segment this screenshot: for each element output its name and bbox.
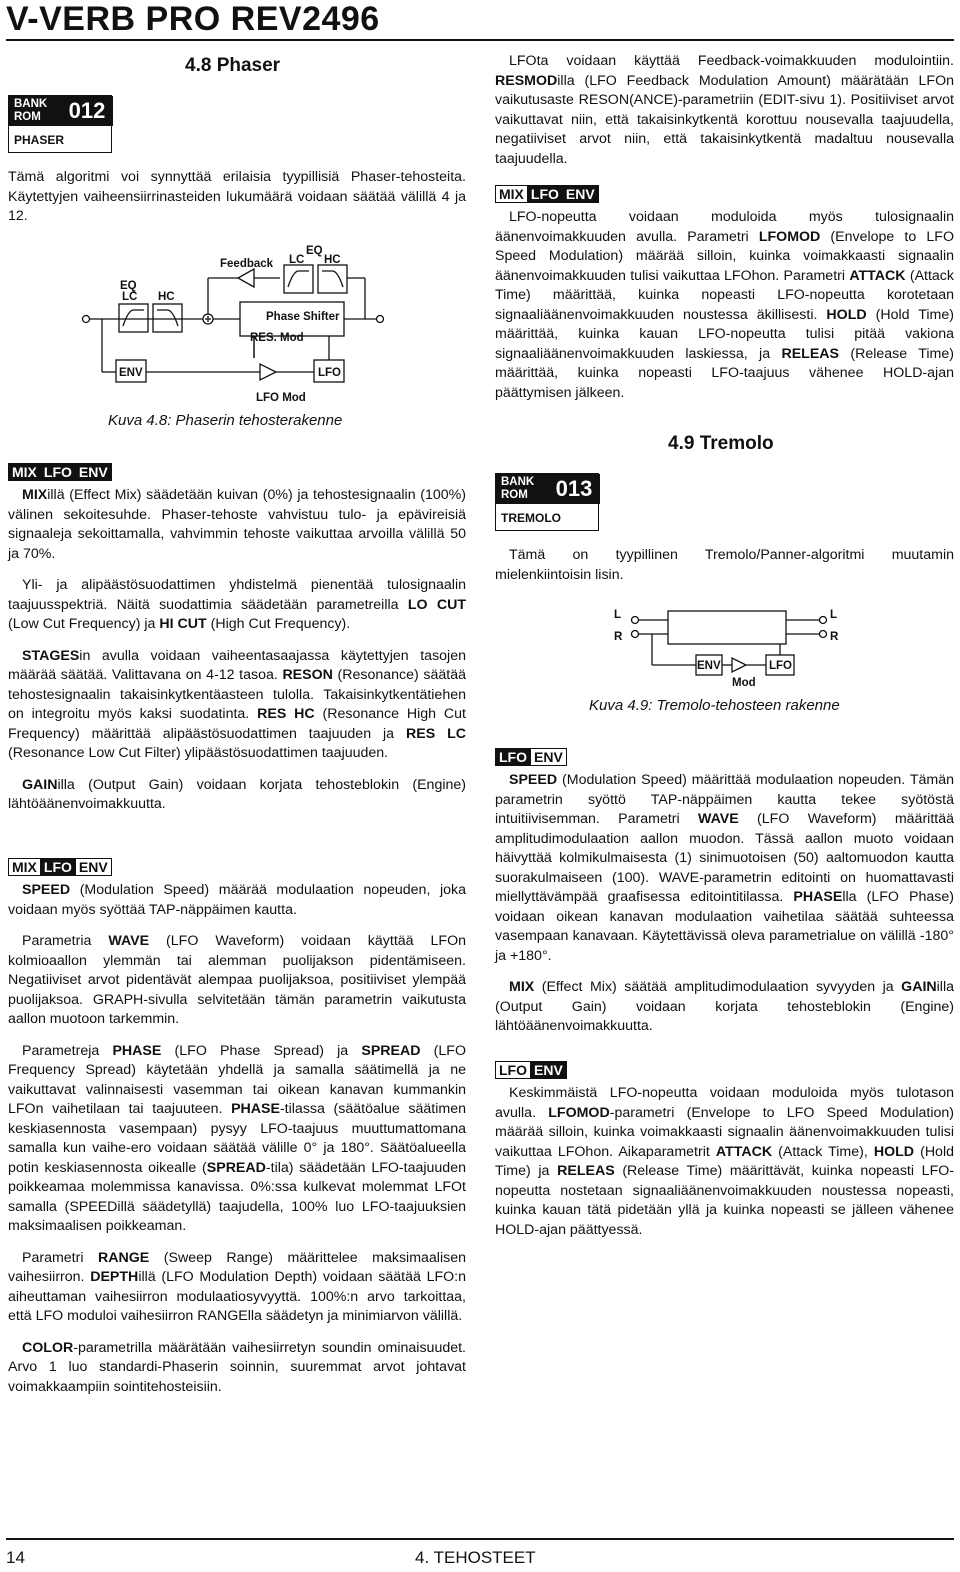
tremolo-output-l-jack [820, 617, 827, 624]
tremolo-tags-lfo-env [495, 748, 566, 766]
tag-lfo: LFO [40, 463, 76, 481]
phaser-intro: Tämä algoritmi voi synnyttää erilaisia tyypillisiä Phaser-tehosteita. Käytettyjen vaiheensiirrinasteiden lukumäärä voidaan säätää välillä 4 ja 12. [8, 169, 466, 224]
tremolo-input-l-jack [632, 617, 639, 624]
phaser-tags-mix-lfo-env [8, 463, 111, 481]
svg-text:RES. Mod: RES. Mod [250, 332, 304, 344]
tremolo-block-diagram [608, 600, 848, 692]
eq2-hc-filter [318, 265, 347, 293]
paragraph-wave: Parametria WAVE (LFO Waveform) voidaan käyttää LFOn kolmioaallon ylemmän tai alemman puolijakson pidentämiseen. Negatiiviset arvot pidentävät alempaa puolijaksoa, positiiviset ylempää puolijaksoa. GRAPH-sivulla selvitetään tämän parametrin vaikutusta aallon muotoon tarkemmin. [8, 933, 466, 1027]
phaser-body-1 [8, 486, 466, 827]
paragraph-range: Parametri RANGE (Sweep Range) määrittelee maksimaalisen vaihesiirron. DEPTHillä (LFO Modulation Depth) voidaan säätää LFO:n aiheuttaman vaihesiirron modulaatiosyvyyttä. 100%:n arvo tarkoittaa, että LFO moduloi vaihesiirron RANGElla säädetyn ja minimiarvon välillä. [8, 1249, 466, 1324]
eq1-hc-filter [153, 304, 182, 332]
svg-text:LFO: LFO [769, 660, 792, 672]
paragraph-gain: GAINilla (Output Gain) voidaan korjata tehosteblokin (Engine) lähtöäänenvoimakkuutta. [8, 776, 466, 812]
tag-mix: MIX [495, 185, 528, 203]
svg-text:L: L [614, 609, 622, 621]
paragraph-filters: Yli- ja alipäästösuodattimen yhdistelmä pienentää tulosignaalin taajuusspektriä. Näitä suodattimia säädetään parametreilla LO CUT (Low Cut Frequency) ja HI CUT (High Cut Frequency). [8, 577, 466, 632]
svg-text:LC: LC [289, 254, 305, 266]
phaser-output-jack [377, 316, 384, 323]
svg-text:R: R [830, 631, 839, 643]
svg-text:Mod: Mod [732, 677, 756, 689]
svg-text:ENV: ENV [697, 660, 721, 672]
phaser-resmod-text [495, 52, 954, 181]
svg-text:Feedback: Feedback [220, 258, 274, 270]
svg-text:LFO Mod: LFO Mod [256, 392, 306, 404]
phaser-bank-badge [8, 95, 112, 153]
tremolo-figure-caption: Kuva 4.9: Tremolo-tehosteen rakenne [589, 697, 840, 714]
bank-rom-label: BANK ROM [9, 96, 61, 126]
svg-text:ENV: ENV [119, 367, 143, 379]
eq2-lc-filter [284, 265, 313, 293]
tag-lfo: LFO [40, 858, 76, 876]
paragraph-speed: SPEED (Modulation Speed) määrittää modulaation nopeuden. Tämän parametrin syöttö TAP-näppäimen kautta tekee syötöstä intuitiivisemman. Parametri WAVE (LFO Waveform) määrittää amplitudimodulaation aallon muodon. Tässä aallon muoto voidaan häivyttää kolmikulmaisesta (1) sinimuotoisen (50) aaltomuodon kautta suorakulmaiseen (100). WAVE-parametrin editointi on huomattavasti miellyttävämpää graafisessa editointitilassa. PHASElla (LFO Phase) voidaan oikean kanavan modulaation vaihetilaa säätää suhteessa vasempaan kanavaan. Käytettävissä oleva parametrialue on välillä -180° ja +180°. [495, 772, 954, 964]
tag-mix: MIX [8, 463, 41, 481]
tremolo-tags-lfo-env-2 [495, 1061, 566, 1079]
phaser-figure-caption: Kuva 4.8: Phaserin tehosterakenne [108, 412, 343, 429]
paragraph-lfomod: Keskimmäistä LFO-nopeutta voidaan moduloida myös tulotason avulla. LFOMOD-parametri (Envelope to LFO Speed Modulation) määrää silloin, kuinka voimakkaasti signaalin äänenvoimakkuuden tulisi vaikuttaa LFOhon. Aikaparametrit ATTACK (Attack Time), HOLD (Hold Time) ja RELEAS (Release Time) määrittävät, kuinka nopeasti LFO-nopeutta nostetaan signaaliäänenvoimakkuuden noustessa nopeasti, kuinka kauan tätä pidetään yllä ja kuinka nopeasti se jälleen vähenee HOLD-ajan päättyessä. [495, 1085, 954, 1238]
bank-preset-name: TREMOLO [501, 511, 561, 525]
tremolo-body-1 [495, 771, 954, 1049]
phaser-tags-lfo [8, 858, 111, 876]
phaser-lfomod-text [495, 208, 954, 415]
tag-env: ENV [562, 185, 599, 203]
svg-text:R: R [614, 631, 623, 643]
paragraph-mix: MIXillä (Effect Mix) säädetään kuivan (0%) ja tehostesignaalin (100%) välinen sekoitesuhde. Phaser-tehoste vahvistuu tulo- ja epävireisiä signaaleja sekoittamalla, vahvimmin tehoste vaikuttaa arvoilla välillä 50 ja 70%. [8, 487, 466, 562]
paragraph-resmod: LFOta voidaan käyttää Feedback-voimakkuuden modulointiin. RESMODilla (LFO Feedback Modulation Amount) määrätään LFOn vaikutusaste RESON(ANCE)-parametriin (EDIT-sivu 1). Positiiviset arvot vaikuttavat niin, että takaisinkytkentä korottuu nousevalla taajuudella, negatiiviset arvot niin, että takaisinkytkentä madaltuu nousevalla taajuudella. [495, 53, 954, 167]
footer-rule [6, 1538, 954, 1540]
paragraph-mix-gain: MIX (Effect Mix) säätää amplitudimodulaation syvyyden ja GAINilla (Output Gain) voidaan korjata tehosteblokin (Engine) lähtöäänenvoimakkuutta. [495, 979, 954, 1034]
bank-rom-label: BANK ROM [496, 474, 548, 504]
bank-number: 012 [61, 96, 113, 126]
phaser-block-diagram [80, 238, 400, 406]
bank-number: 013 [548, 474, 600, 504]
svg-text:EQ: EQ [120, 280, 137, 292]
svg-text:L: L [830, 609, 838, 621]
paragraph-lfomod: LFO-nopeutta voidaan moduloida myös tulosignaalin äänenvoimakkuuden avulla. Parametri LFOMOD (Envelope to LFO Speed Modulation) määrää silloin, kuinka voimakkaasti signaalin äänenvoimakkuuden tulisi vaikuttaa LFOhon. Parametri ATTACK (Attack Time) määrittää, kuinka nopeasti LFO-nopeutta korotetaan signaaliäänenvoimakkuuden noustessa äkillisesti. HOLD (Hold Time) määrittää, kuinka kauan LFO-nopeutta tulisi pitää vakiona signaaliäänenvoimakkuuden laskiessa, ja RELEAS (Release Time) määrittää, kuinka nopeasti LFO-taajuus vähenee HOLD-ajan päättymisen jälkeen. [495, 209, 954, 401]
tag-env: ENV [75, 463, 112, 481]
tag-mix: MIX [8, 858, 41, 876]
tag-lfo: LFO [495, 748, 531, 766]
tremolo-vca-block [668, 611, 786, 644]
tag-lfo: LFO [527, 185, 563, 203]
bank-preset-name: PHASER [14, 133, 65, 147]
svg-text:Phase Shifter: Phase Shifter [266, 311, 340, 323]
header-rule [6, 39, 954, 41]
tag-env: ENV [530, 1061, 567, 1079]
phaser-input-jack [83, 316, 90, 323]
tag-lfo: LFO [495, 1061, 531, 1079]
paragraph-color: COLOR-parametrilla määrätään vaihesiirretyn soundin ominaisuudet. Arvo 1 luo standardi-Phaserin soinnin, suuremmat arvot johtavat voimakkaampiin sointitehosteisiin. [8, 1339, 466, 1395]
paragraph-stages: STAGESin avulla voidaan vaiheentasaajassa käytettyjen tasojen määrää säätää. Valittavana on 4-12 tasoa. RESON (Resonance) säätää tehostesignaalin takaisinkytkentäasteen tulolla. Takaisinkytkentätiehen on integroitu myös kaksi suodatinta. RES HC (Resonance High Cut Frequency) määrittää alipäästösuodattimen taajuuden ja RES LC (Resonance Low Cut Filter) ylipäästösuodattimen taajuuden. [8, 647, 466, 761]
page-number: 14 [6, 1548, 25, 1567]
chapter-title: 4. TEHOSTEET [415, 1548, 536, 1567]
svg-text:EQ: EQ [306, 245, 323, 257]
tremolo-section-title: 4.9 Tremolo [668, 433, 774, 454]
tremolo-body-2 [495, 1084, 954, 1252]
tremolo-intro: Tämä on tyypillinen Tremolo/Panner-algoritmi muutamin mielenkiintoisin lisin. [495, 547, 954, 583]
tag-env: ENV [75, 858, 112, 876]
svg-text:LFO: LFO [318, 367, 341, 379]
document-title: V-VERB PRO REV2496 [6, 0, 380, 38]
paragraph-phase-spread: Parametreja PHASE (LFO Phase Spread) ja SPREAD (LFO Frequency Spread) käytetään yhdellä ja samalla säätimellä ja ne vaikuttavat valinnaisesti vasemman tai oikean kanavan kummankin LFOn vaihetilaan tai taajuuteen. PHASE-tilassa (säätöalue säätimen keskiasennosta vasempaan) pysyy LFO-taajuus muuttumattomana samalla kun vaihe-ero voidaan säätää välille 0° ja 180°. Säätöalueella potin keskiasennosta oikealle (SPREAD-tila) säädetään LFO-taajuuden poikkeamaa molemmissa kanavissa. 0%:ssa kulkevat molemmat LFOt samalla (SPEEDillä säädetyllä) taajudella, 100% luo LFO-taajuuksien maksimaalisen poikkeaman. [8, 1042, 467, 1234]
svg-text:LC: LC [122, 291, 138, 303]
phaser-tags-lfo-env [495, 185, 598, 203]
phaser-body-2 [8, 881, 466, 1409]
tremolo-output-r-jack [820, 631, 827, 638]
feedback-amplifier [238, 269, 254, 287]
svg-text:HC: HC [324, 254, 341, 266]
svg-text:HC: HC [158, 291, 175, 303]
mod-amplifier [732, 658, 746, 672]
eq1-lc-filter [119, 304, 148, 332]
paragraph-speed: SPEED (Modulation Speed) määrää modulaation nopeuden, joka voidaan myös syöttää TAP-näppäimen kautta. [8, 882, 466, 918]
tremolo-bank-badge [495, 473, 599, 531]
tag-env: ENV [530, 748, 567, 766]
lfo-mod-amplifier [260, 364, 276, 380]
phaser-section-title: 4.8 Phaser [185, 55, 281, 76]
tremolo-input-r-jack [632, 631, 639, 638]
